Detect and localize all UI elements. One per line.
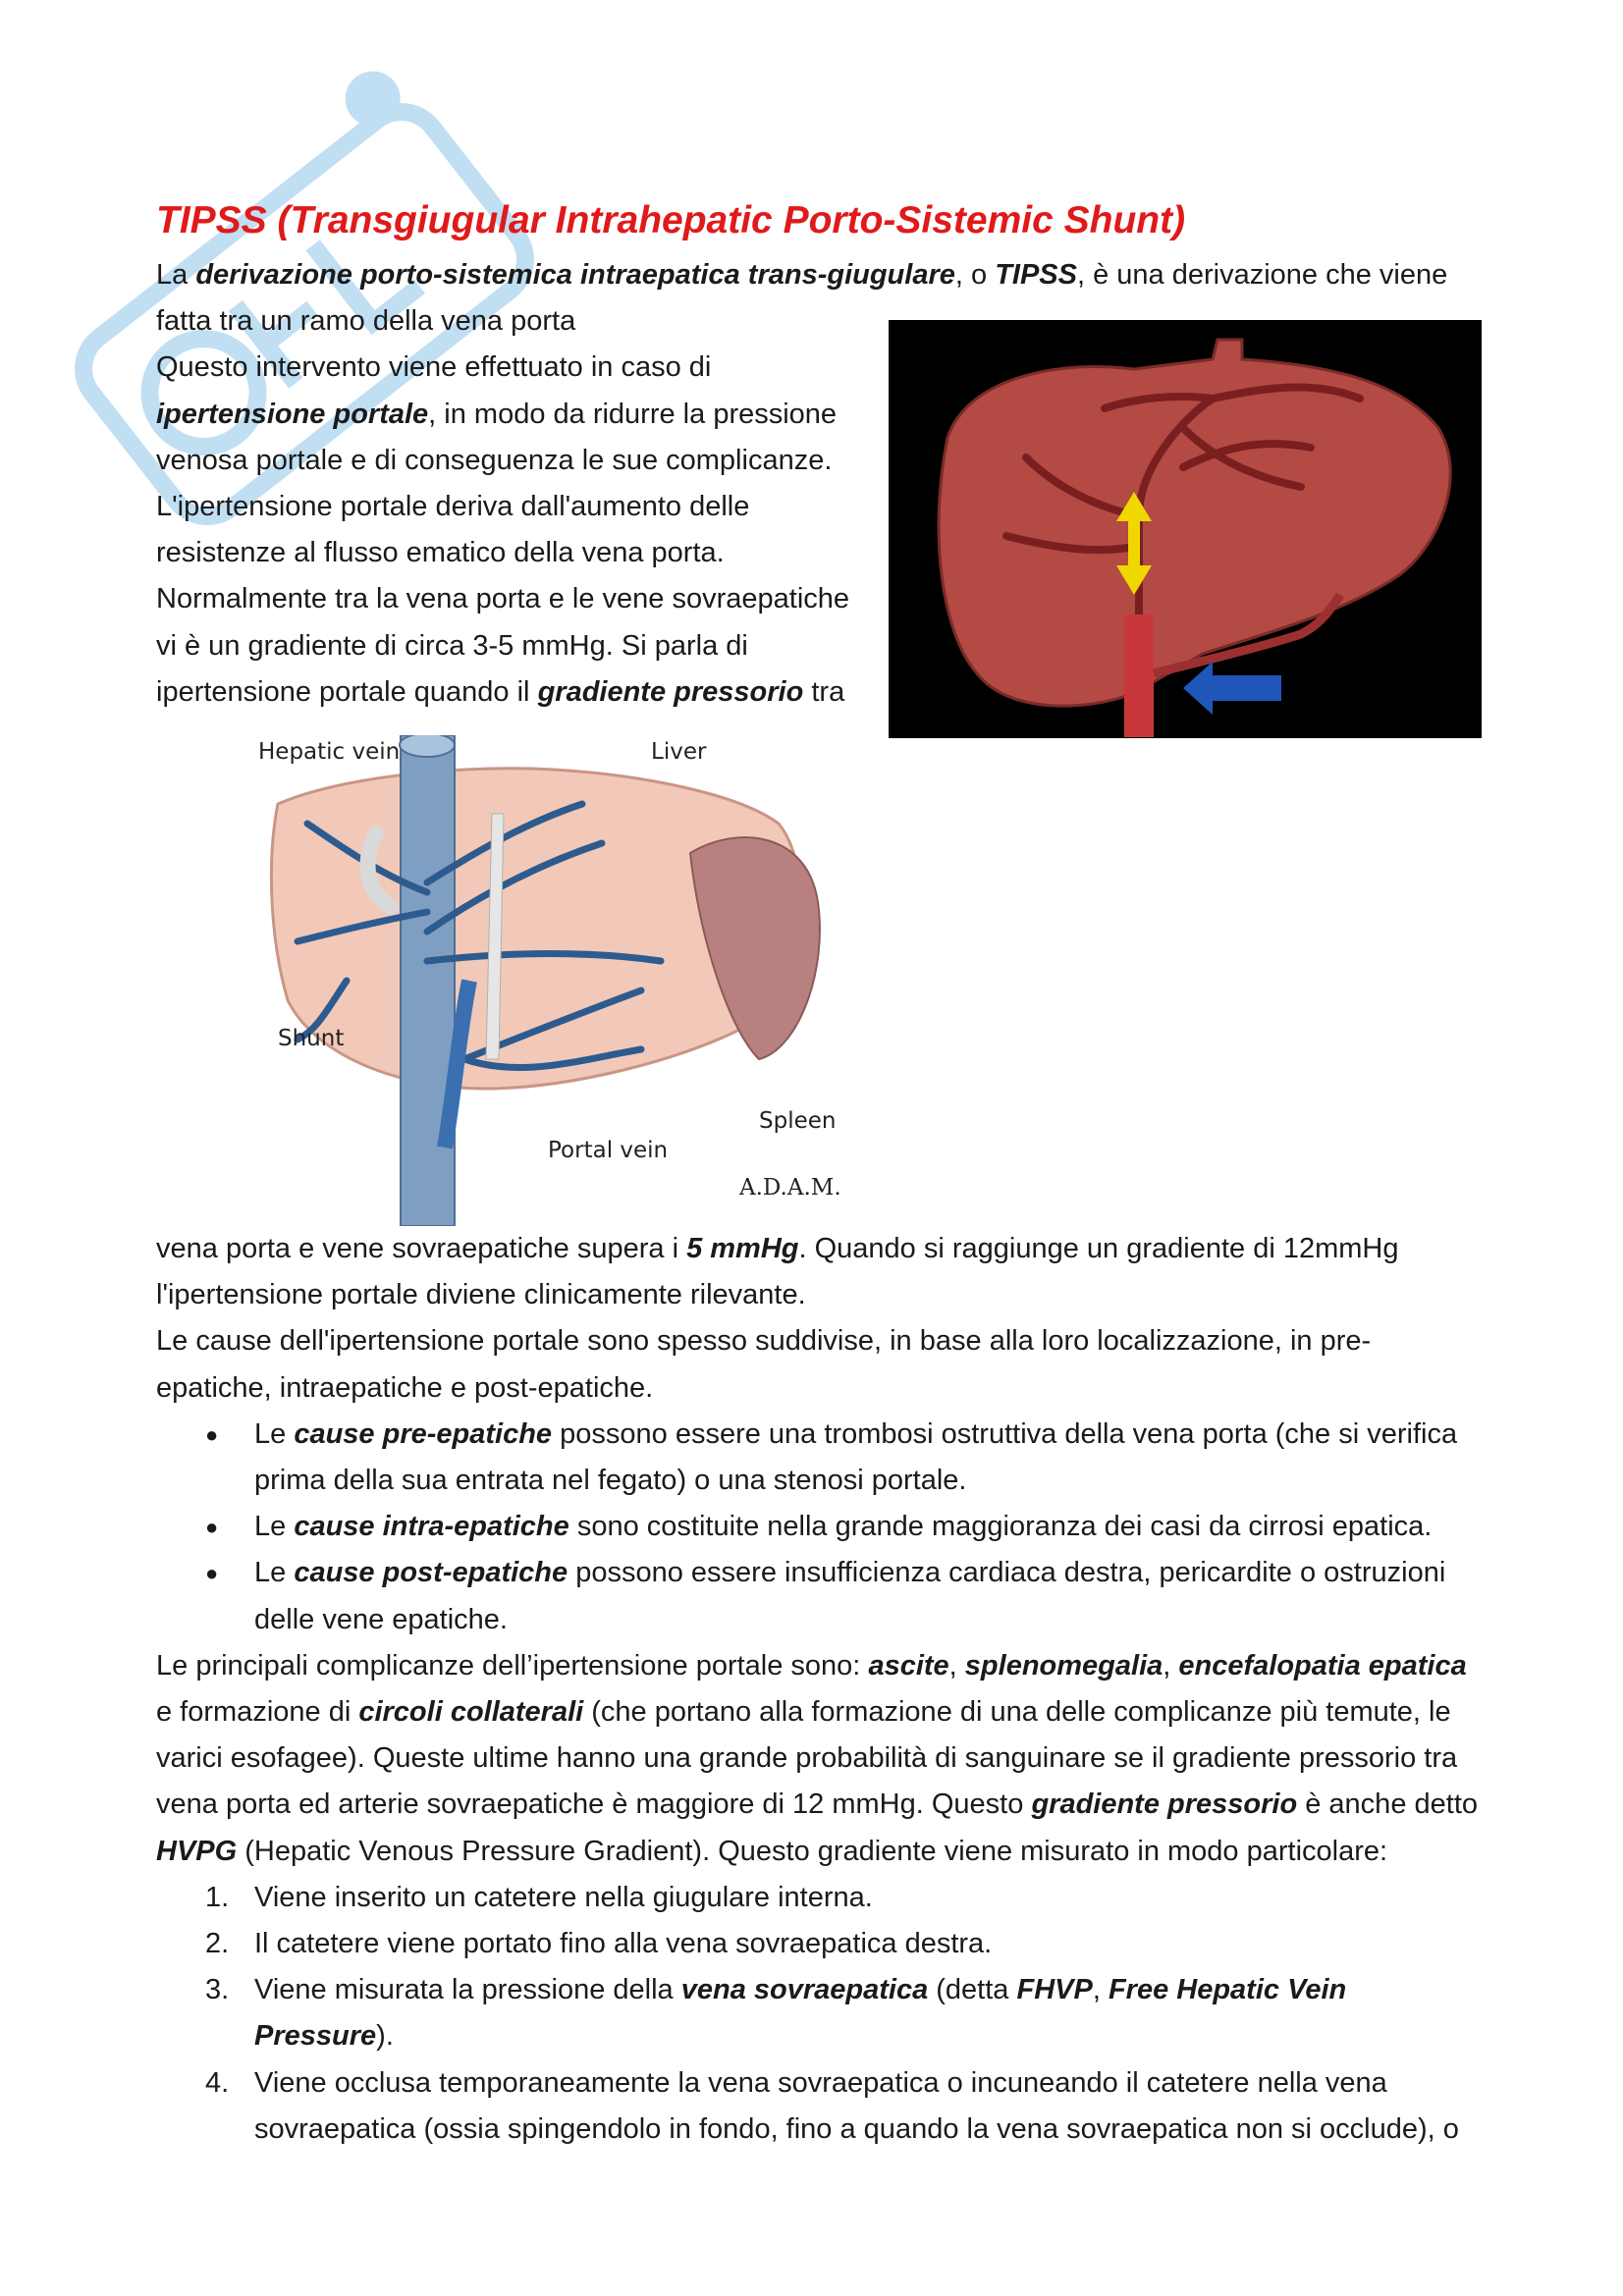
list-item: 4. Viene occlusa temporaneamente la vena sovraepatica o incuneando il catetere nella vena sovraepatica (ossia spingendolo in fondo, fino a quando la vena sovraepatica non si occlude), o [205,2066,1459,2145]
adam-logo: A.D.A.M. [739,1175,841,1201]
causes-intro-paragraph: Le cause dell'ipertensione portale sono spesso suddivise, in base alla loro localizzazione, in pre-epatiche, intraepatiche e post-epatiche. [156,1325,1372,1404]
bullet-icon: ● [205,1515,219,1540]
list-item: 3. Viene misurata la pressione della vena sovraepatica (detta FHVP, Free Hepatic Vein Pressure). [205,1974,1347,2053]
spleen-label: Spleen [759,1108,837,1135]
tipss-liver-illustration [889,320,1482,738]
portal-hypertension-paragraph: L'ipertensione portale deriva dall'aumento delle resistenze al flusso ematico della vena porta. Normalmente tra la vena porta e le vene sovraepatiche vi è un gradiente di circa 3-5 mmHg. Si parla di ipertensione portale quando il Hepatic vein Liver Shunt Spleen Portal vein A.D.A.M. gradiente pressorio tra vena porta e vene sovraepatiche supera i 5 mmHg. Quando si raggiunge un gradiente di 12mmHg l'ipertensione portale diviene clinicamente rilevante. [156,491,1399,1311]
portal-vein-label: Portal vein [548,1138,669,1164]
shunt-label: Shunt [278,1026,345,1052]
bullet-icon: ● [205,1561,219,1586]
hepatic-vein-label: Hepatic vein [258,739,401,766]
complications-paragraph: Le principali complicanze dell’ipertensione portale sono: ascite, splenomegalia, encefalopatia epatica e formazione di circoli collaterali (che portano alla formazione di una delle complicanze più temute, le varici esofagee). Queste ultime hanno una grande probabilità di sanguinare se il gradiente pressorio tra vena porta ed arterie sovraepatiche è maggiore di 12 mmHg. Questo gradiente pressorio è anche detto HVPG (Hepatic Venous Pressure Gradient). Questo gradiente viene misurato in modo particolare: [156,1649,1479,1867]
bullet-icon: ● [205,1421,219,1447]
liver-tipss-graphic [889,320,1482,738]
causes-list [156,1412,1482,1643]
list-item: ● Le cause pre-epatiche possono essere una trombosi ostruttiva della vena porta (che si verifica prima della sua entrata nel fegato) o una stenosi portale. [205,1412,1482,1504]
liver-label: Liver [651,739,707,766]
indication-paragraph: Questo intervento viene effettuato in caso di ipertensione portale, in modo da ridurre la pressione venosa portale e di conseguenza le sue complicanze. [156,351,838,476]
page-title: TIPSS (Transgiugular Intrahepatic Porto-Sistemic Shunt) [156,199,1186,241]
list-item: ● Le cause intra-epatiche sono costituite nella grande maggioranza dei casi da cirrosi epatica. [205,1504,1482,1550]
hvpg-steps-list [156,1875,1482,2153]
portal-vein-anatomy-illustration [229,735,887,1226]
document-page [156,191,1482,2153]
list-item: 1. Viene inserito un catetere nella giugulare interna. [205,1881,873,1913]
list-item: ● Le cause post-epatiche possono essere insufficienza cardiaca destra, pericardite o ostruzioni delle vene epatiche. [205,1550,1482,1642]
list-item: 2. Il catetere viene portato fino alla vena sovraepatica destra. [205,1928,993,1960]
intro-paragraph: La derivazione porto-sistemica intraepatica trans-giugulare, o TIPSS, è una derivazione che viene fatta tra un ramo della vena porta [156,252,1482,345]
